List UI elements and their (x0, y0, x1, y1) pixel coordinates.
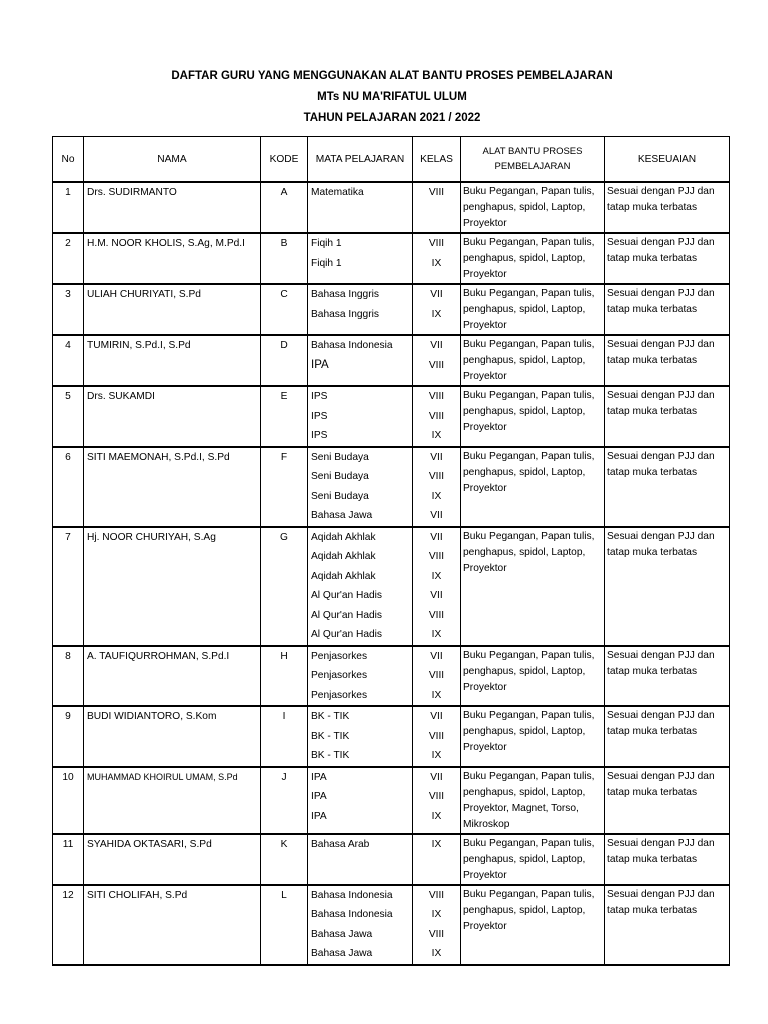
cell-kode: F (261, 447, 308, 527)
cell-kesesuaian: Sesuai dengan PJJ dan tatap muka terbatas (605, 767, 730, 834)
table-row (53, 646, 730, 707)
subject-kelas: VIII (428, 670, 445, 681)
header-no: No (53, 137, 84, 183)
cell-no: 1 (53, 182, 84, 233)
subject-name: Al Qur'an Hadis (311, 609, 383, 621)
cell-kelas (413, 447, 461, 527)
cell-kesesuaian: Sesuai dengan PJJ dan tatap muka terbatas (605, 447, 730, 527)
subject-name: IPA (311, 791, 327, 802)
subject-name: Aqidah Akhlak (311, 570, 376, 582)
cell-mapel (308, 182, 413, 233)
subject-name: Bahasa Indonesia (311, 340, 393, 351)
cell-kode: G (261, 527, 308, 646)
subject-kelas: IX (431, 689, 442, 701)
cell-mapel (308, 527, 413, 646)
cell-kesesuaian: Sesuai dengan PJJ dan tatap muka terbatas (605, 527, 730, 646)
table-row (53, 834, 730, 885)
subject-kelas: VIII (428, 471, 445, 482)
cell-mapel (308, 706, 413, 767)
cell-nama: Hj. NOOR CHURIYAH, S.Ag (84, 527, 261, 646)
cell-no: 9 (53, 706, 84, 767)
table-row (53, 233, 730, 284)
subject-kelas: VIII (428, 928, 445, 940)
subject-kelas: IX (431, 570, 442, 582)
subject-name: Seni Budaya (311, 471, 369, 482)
subject-kelas: VIII (428, 551, 445, 562)
cell-alat: Buku Pegangan, Papan tulis, penghapus, spidol, Laptop, Proyektor (461, 386, 605, 447)
cell-kelas (413, 386, 461, 447)
cell-kelas (413, 284, 461, 335)
cell-no: 3 (53, 284, 84, 335)
cell-mapel (308, 447, 413, 527)
cell-no: 10 (53, 767, 84, 834)
cell-mapel (308, 233, 413, 284)
cell-kelas (413, 834, 461, 885)
cell-kode: E (261, 386, 308, 447)
cell-mapel (308, 885, 413, 965)
subject-name: Penjasorkes (311, 650, 368, 662)
table-row (53, 284, 730, 335)
cell-kelas (413, 767, 461, 834)
cell-nama: Drs. SUKAMDI (84, 386, 261, 447)
subject-kelas: IX (431, 909, 442, 920)
cell-kode: I (261, 706, 308, 767)
subject-kelas: IX (431, 629, 442, 640)
table-row (53, 447, 730, 527)
subject-kelas: VIII (428, 609, 445, 621)
cell-nama: ULIAH CHURIYATI, S.Pd (84, 284, 261, 335)
cell-alat: Buku Pegangan, Papan tulis, penghapus, spidol, Laptop, Proyektor (461, 527, 605, 646)
subject-name: IPS (311, 430, 328, 441)
subject-name: IPA (311, 810, 327, 822)
cell-no: 5 (53, 386, 84, 447)
cell-nama: SITI CHOLIFAH, S.Pd (84, 885, 261, 965)
cell-mapel (308, 767, 413, 834)
cell-kesesuaian: Sesuai dengan PJJ dan tatap muka terbatas (605, 646, 730, 707)
subject-kelas: VIII (428, 391, 445, 402)
subject-name: Bahasa Jawa (311, 928, 373, 940)
cell-alat: Buku Pegangan, Papan tulis, penghapus, spidol, Laptop, Proyektor (461, 646, 605, 707)
subject-kelas: VII (430, 531, 443, 543)
cell-kode: J (261, 767, 308, 834)
cell-kode: L (261, 885, 308, 965)
cell-no: 6 (53, 447, 84, 527)
subject-kelas: VII (430, 771, 443, 783)
cell-kode: D (261, 335, 308, 386)
subject-kelas: IX (431, 838, 442, 850)
header-alat-line2: PEMBELAJARAN (494, 161, 571, 172)
cell-nama: SYAHIDA OKTASARI, S.Pd (84, 834, 261, 885)
header-kelas: KELAS (413, 137, 461, 183)
table-row (53, 527, 730, 646)
subject-name: Bahasa Indonesia (311, 909, 393, 920)
header-alat-line1: ALAT BANTU PROSES (482, 146, 583, 157)
subject-kelas: VII (430, 451, 443, 463)
subject-kelas: VIII (428, 791, 445, 802)
subject-kelas: VII (430, 340, 443, 351)
cell-mapel (308, 646, 413, 707)
header-alat (461, 137, 605, 183)
subject-name: Aqidah Akhlak (311, 531, 376, 543)
subject-name: IPS (311, 391, 328, 402)
cell-nama: TUMIRIN, S.Pd.I, S.Pd (84, 335, 261, 386)
cell-alat: Buku Pegangan, Papan tulis, penghapus, spidol, Laptop, Proyektor (461, 182, 605, 233)
table-row (53, 182, 730, 233)
cell-alat: Buku Pegangan, Papan tulis, penghapus, spidol, Laptop, Proyektor (461, 284, 605, 335)
cell-nama: SITI MAEMONAH, S.Pd.I, S.Pd (84, 447, 261, 527)
subject-kelas: IX (431, 257, 442, 269)
cell-kelas (413, 885, 461, 965)
cell-no: 4 (53, 335, 84, 386)
teacher-table (52, 136, 730, 966)
subject-name: BK - TIK (311, 711, 350, 722)
cell-kelas (413, 706, 461, 767)
table-row (53, 767, 730, 834)
cell-alat: Buku Pegangan, Papan tulis, penghapus, spidol, Laptop, Proyektor, Magnet, Torso, Mikroskop (461, 767, 605, 834)
cell-kelas (413, 527, 461, 646)
subject-name: IPA (311, 771, 327, 783)
cell-kesesuaian: Sesuai dengan PJJ dan tatap muka terbatas (605, 335, 730, 386)
cell-nama: H.M. NOOR KHOLIS, S.Ag, M.Pd.I (84, 233, 261, 284)
cell-kode: K (261, 834, 308, 885)
cell-kesesuaian: Sesuai dengan PJJ dan tatap muka terbatas (605, 284, 730, 335)
subject-name: Bahasa Arab (311, 838, 370, 850)
cell-nama: A. TAUFIQURROHMAN, S.Pd.I (84, 646, 261, 707)
subject-kelas: VIII (428, 238, 445, 249)
subject-kelas: VIII (428, 410, 445, 422)
cell-kode: H (261, 646, 308, 707)
cell-kelas (413, 182, 461, 233)
subject-kelas: IX (431, 810, 442, 822)
subject-kelas: VII (430, 289, 443, 300)
cell-no: 7 (53, 527, 84, 646)
subject-name: Fiqih 1 (311, 257, 342, 269)
cell-no: 8 (53, 646, 84, 707)
subject-kelas: VII (430, 590, 443, 601)
cell-alat: Buku Pegangan, Papan tulis, penghapus, spidol, Laptop, Proyektor (461, 233, 605, 284)
subject-kelas: IX (431, 750, 442, 761)
cell-no: 2 (53, 233, 84, 284)
subject-kelas: IX (431, 490, 442, 502)
subject-name: Seni Budaya (311, 451, 369, 463)
header-mapel: MATA PELAJARAN (308, 137, 413, 183)
subject-name: Al Qur'an Hadis (311, 590, 383, 601)
cell-no: 11 (53, 834, 84, 885)
subject-kelas: VIII (428, 359, 445, 371)
subject-kelas: VIII (428, 730, 445, 742)
subject-kelas: VII (430, 650, 443, 662)
school-name: MTs NU MA'RIFATUL ULUM (317, 91, 467, 103)
cell-kelas (413, 646, 461, 707)
subject-name: Penjasorkes (311, 670, 368, 681)
subject-kelas: IX (431, 308, 442, 320)
table-row (53, 706, 730, 767)
subject-kelas: VIII (428, 889, 445, 901)
subject-name: Fiqih 1 (311, 238, 342, 249)
cell-kesesuaian: Sesuai dengan PJJ dan tatap muka terbatas (605, 182, 730, 233)
subject-name: Bahasa Inggris (311, 289, 379, 300)
cell-no: 12 (53, 885, 84, 965)
cell-kesesuaian: Sesuai dengan PJJ dan tatap muka terbatas (605, 706, 730, 767)
cell-kelas (413, 233, 461, 284)
cell-nama: MUHAMMAD KHOIRUL UMAM, S.Pd (84, 767, 261, 834)
subject-kelas: IX (431, 948, 442, 959)
cell-alat: Buku Pegangan, Papan tulis, penghapus, spidol, Laptop, Proyektor (461, 706, 605, 767)
cell-alat: Buku Pegangan, Papan tulis, penghapus, spidol, Laptop, Proyektor (461, 447, 605, 527)
cell-mapel (308, 335, 413, 386)
header-nama: NAMA (84, 137, 261, 183)
cell-mapel (308, 386, 413, 447)
subject-name: Aqidah Akhlak (311, 551, 376, 562)
subject-kelas: VII (430, 711, 443, 722)
header-row (53, 137, 730, 183)
cell-alat: Buku Pegangan, Papan tulis, penghapus, spidol, Laptop, Proyektor (461, 335, 605, 386)
table-row (53, 885, 730, 965)
subject-name: Bahasa Jawa (311, 948, 373, 959)
cell-alat: Buku Pegangan, Papan tulis, penghapus, spidol, Laptop, Proyektor (461, 885, 605, 965)
academic-year: TAHUN PELAJARAN 2021 / 2022 (303, 112, 481, 124)
subject-name: Bahasa Jawa (311, 510, 373, 521)
subject-name: IPA (311, 358, 329, 371)
table-row (53, 386, 730, 447)
subject-kelas: IX (431, 430, 442, 441)
cell-kelas (413, 335, 461, 386)
subject-kelas: VII (430, 510, 443, 521)
header-kode: KODE (261, 137, 308, 183)
subject-name: BK - TIK (311, 730, 350, 742)
subject-name: BK - TIK (311, 750, 350, 761)
cell-alat: Buku Pegangan, Papan tulis, penghapus, spidol, Laptop, Proyektor (461, 834, 605, 885)
cell-nama: Drs. SUDIRMANTO (84, 182, 261, 233)
subject-name: Al Qur'an Hadis (311, 629, 383, 640)
subject-name: Bahasa Indonesia (311, 889, 393, 901)
cell-kesesuaian: Sesuai dengan PJJ dan tatap muka terbatas (605, 233, 730, 284)
cell-kode: A (261, 182, 308, 233)
cell-mapel (308, 834, 413, 885)
document-title: DAFTAR GURU YANG MENGGUNAKAN ALAT BANTU PROSES PEMBELAJARAN (171, 70, 613, 82)
cell-mapel (308, 284, 413, 335)
header-kesesuaian: KESEUAIAN (605, 137, 730, 183)
cell-kode: C (261, 284, 308, 335)
subject-name: Seni Budaya (311, 490, 369, 502)
subject-name: Penjasorkes (311, 689, 368, 701)
document-title-block (0, 66, 768, 129)
table-row (53, 335, 730, 386)
subject-name: IPS (311, 410, 328, 422)
cell-kesesuaian: Sesuai dengan PJJ dan tatap muka terbatas (605, 386, 730, 447)
cell-kode: B (261, 233, 308, 284)
subject-kelas: VIII (428, 187, 445, 198)
cell-kesesuaian: Sesuai dengan PJJ dan tatap muka terbatas (605, 885, 730, 965)
cell-nama: BUDI WIDIANTORO, S.Kom (84, 706, 261, 767)
cell-kesesuaian: Sesuai dengan PJJ dan tatap muka terbatas (605, 834, 730, 885)
subject-name: Matematika (311, 187, 364, 198)
subject-name: Bahasa Inggris (311, 308, 379, 320)
